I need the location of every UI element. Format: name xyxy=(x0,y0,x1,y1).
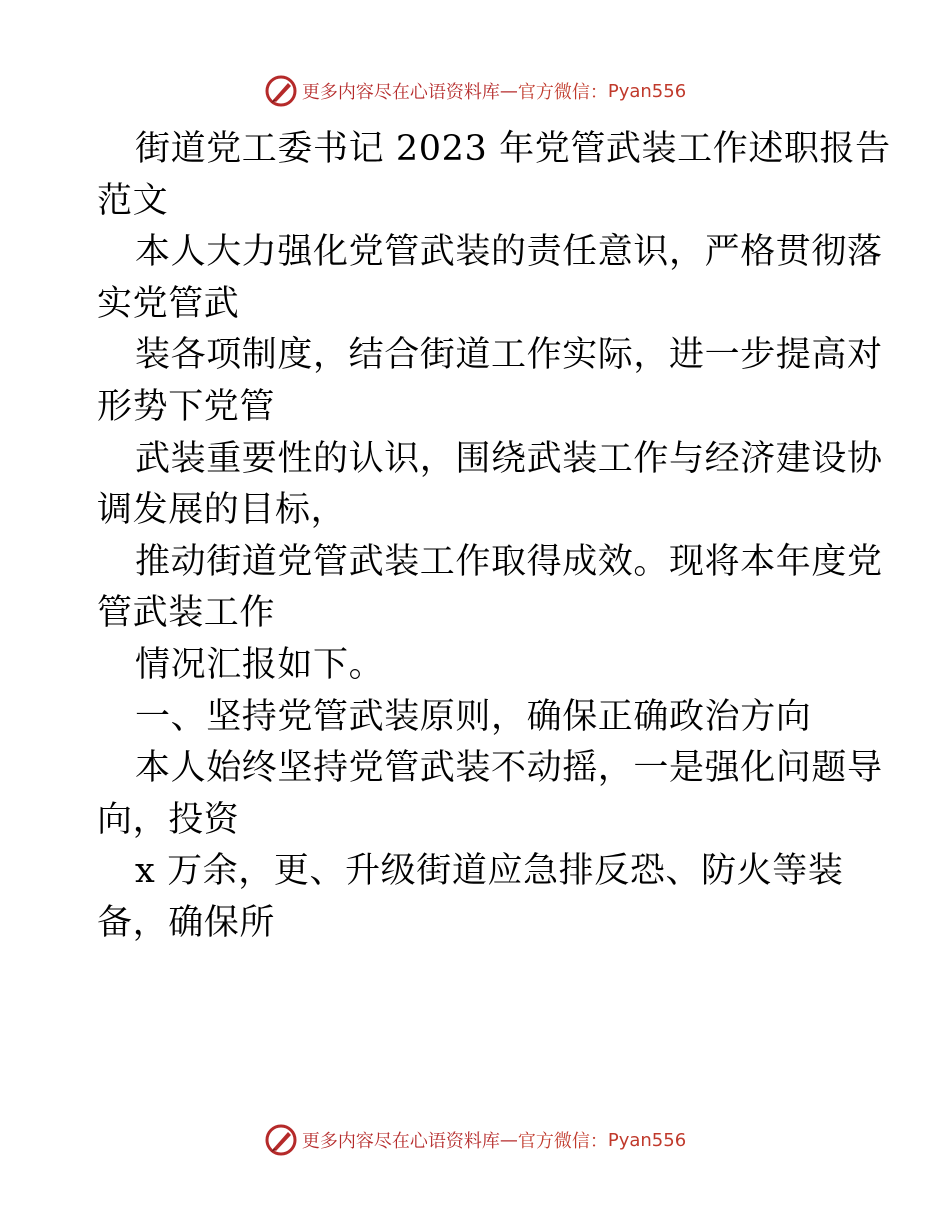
document-line: 向，投资 xyxy=(97,799,240,840)
document-line: 装各项制度，结合街道工作实际，进一步提高对 xyxy=(135,335,883,376)
footer-site-text: 更多内容尽在心语资料库 xyxy=(301,1131,500,1152)
document-line: 备，确保所 xyxy=(97,902,276,943)
footer-wechat-label: 官方微信： xyxy=(517,1131,608,1152)
document-line: 情况汇报如下。 xyxy=(135,644,385,685)
document-line: 形势下党管 xyxy=(97,386,276,427)
header-wechat-label: 官方微信： xyxy=(517,82,608,103)
document-line: 街道党工委书记 2023 年党管武装工作述职报告 xyxy=(135,129,891,169)
document-line: 管武装工作 xyxy=(97,593,276,634)
document-line: 本人大力强化党管武装的责任意识，严格贯彻落 xyxy=(135,232,883,273)
footer-dash: — xyxy=(499,1129,518,1151)
document-line: 一、坚持党管武装原则，确保正确政治方向 xyxy=(135,696,812,737)
document-line: 武装重要性的认识，围绕武装工作与经济建设协 xyxy=(135,438,883,479)
header-site-text: 更多内容尽在心语资料库 xyxy=(301,82,500,103)
footer-watermark-banner xyxy=(0,1122,950,1158)
document-line: x 万余，更、升级街道应急排反恐、防火等装 xyxy=(135,851,844,892)
header-dash: — xyxy=(499,80,518,102)
header-watermark-banner xyxy=(0,73,950,109)
header-wechat-id: Pyan556 xyxy=(607,80,687,102)
document-body xyxy=(97,124,891,950)
document-line: 推动街道党管武装工作取得成效。现将本年度党 xyxy=(135,541,883,582)
document-line: 本人始终坚持党管武装不动摇，一是强化问题导 xyxy=(135,748,883,789)
document-line: 实党管武 xyxy=(97,283,240,324)
footer-wechat-id: Pyan556 xyxy=(607,1129,687,1151)
quill-pen-logo-icon xyxy=(264,74,298,108)
document-line: 调发展的目标， xyxy=(97,490,347,531)
document-line: 范文 xyxy=(97,180,169,221)
quill-pen-logo-icon xyxy=(264,1123,298,1157)
